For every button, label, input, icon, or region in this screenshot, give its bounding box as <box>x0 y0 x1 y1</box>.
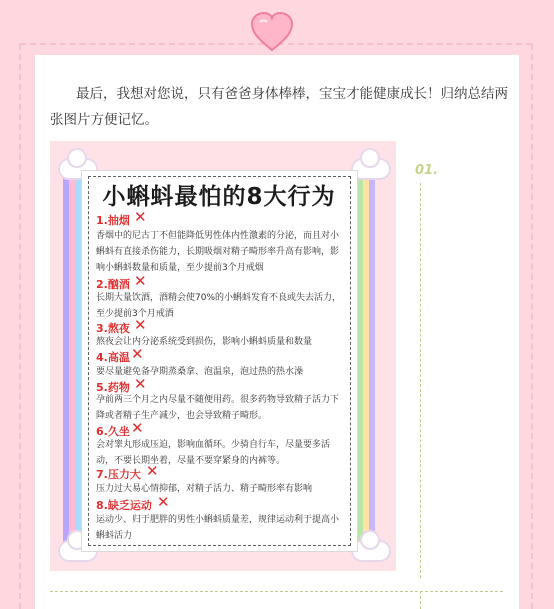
item-text: 会对睾丸形成压迫，影响血循环。少骑自行车，尽量要多活动，不要长期坐着，尽量不要穿紧身的内裤等。 <box>96 440 331 466</box>
right-dashed-border <box>531 44 533 609</box>
vertical-dashed-divider <box>420 183 421 578</box>
item-text: 香烟中的尼古丁不但能降低男性体内性激素的分泌，而且对小蝌蚪有直接杀伤能力，长期吸烟对精子畸形率升高有影响，影响小蝌蚪数量和质量，至少提前3个月戒烟 <box>96 231 340 273</box>
item-title: 5.药物 <box>96 381 130 394</box>
item-text: 压力过大易心情抑郁，对精子活力、精子畸形率有影响 <box>96 484 313 494</box>
close-icon: ✕ <box>134 375 147 393</box>
item-text: 长期大量饮酒，酒精会使70%的小蝌蚪发育不良或失去活力，至少提前3个月戒酒 <box>96 293 342 319</box>
close-icon: ✕ <box>131 419 144 437</box>
item-text: 要尽量避免备孕期蒸桑拿、泡温泉，泡过热的热水澡 <box>96 367 304 377</box>
item-title: 2.酗酒 <box>96 278 130 291</box>
bottom-dashed-divider <box>50 591 503 592</box>
close-icon: ✕ <box>157 493 170 511</box>
close-icon: ✕ <box>134 272 147 290</box>
left-dashed-border <box>19 44 21 609</box>
section-number: 01. <box>415 163 439 178</box>
close-icon: ✕ <box>146 462 159 480</box>
item-title: 7.压力大 <box>96 468 141 481</box>
item-text: 熬夜会让内分泌系统受到损伤，影响小蝌蚪质量和数量 <box>96 337 313 347</box>
poster-title: 小蝌蚪最怕的8大行为 <box>102 184 336 210</box>
heart-icon <box>250 12 294 52</box>
item-title: 1.抽烟 <box>96 214 130 227</box>
item-title: 8.缺乏运动 <box>96 499 152 512</box>
poster-stripe <box>369 165 375 550</box>
item-title: 4.高温 <box>96 351 130 364</box>
bottom-vertical-dash <box>420 591 421 609</box>
intro-paragraph: 最后，我想对您说，只有爸爸身体棒棒，宝宝才能健康成长！归纳总结两张图片方便记忆。 <box>50 86 508 128</box>
close-icon: ✕ <box>134 208 147 226</box>
close-icon: ✕ <box>131 345 144 363</box>
item-title: 3.熬夜 <box>96 322 130 335</box>
item-text: 运动少、归于肥胖的男性小蝌蚪质量差，规律运动利于提高小蝌蚪活力 <box>96 515 340 541</box>
item-title: 6.久坐 <box>96 425 130 438</box>
close-icon: ✕ <box>134 316 147 334</box>
item-text: 孕前两三个月之内尽量不随便用药。很多药物导致精子活力下降或者精子生产减少，也会导致精子畸形。 <box>96 395 340 421</box>
